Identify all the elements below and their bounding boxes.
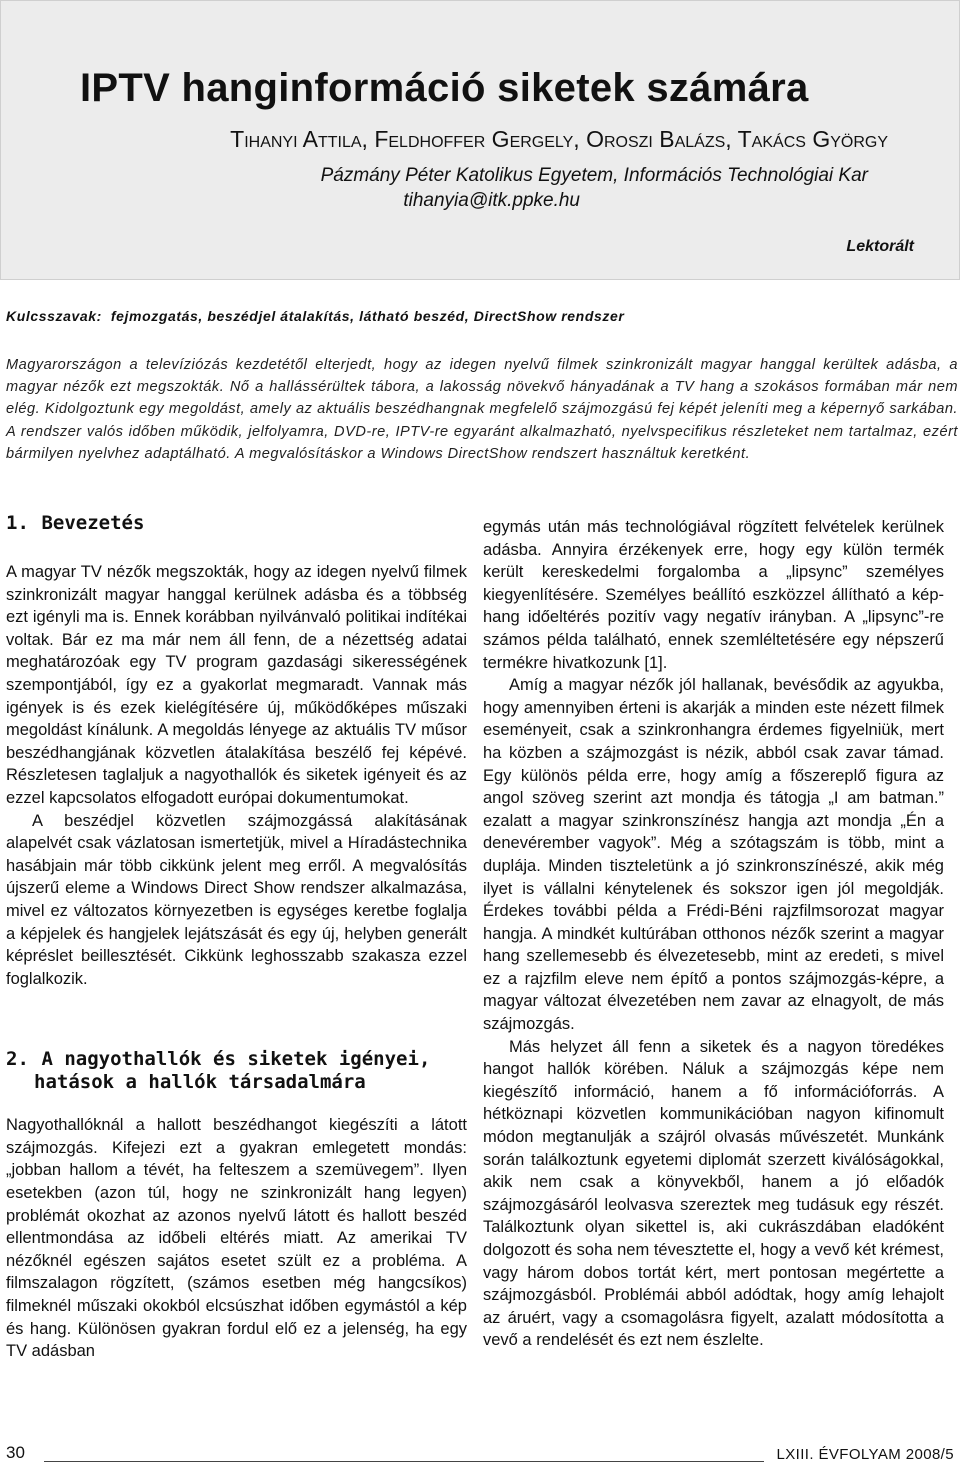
right-paragraph-1: egymás után más technológiával rögzített felvételek kerülnek adásba. Annyira érzékenyek erre, hogy egy külön termék került kereskedelmi forgalomba a „lipsync” személyes kiegyenlítésére. Személyes beállító eszközzel állítható a kép-hang időeltérés pozitív vagy negatív irányban. A „lipsync”-re számos példa található, ennek szemléltetésére egy népszerű termékre hivatkozunk [1]. — [483, 518, 944, 672]
keywords — [6, 308, 946, 324]
right-paragraph-3: Más helyzet áll fenn a siketek és a nagyon töredékes hangot hallók körében. Náluk a szájmozgás képe nem kiegészítő információ, hanem a fő információforrás. A hétköznapi közvetlen kommunikációban nagyon kifinomult módon megtanulják a szájról olvasás művészetét. Munkánk során találkoztunk egyetemi diplomát szerzett kiválóságokkal, akik nem csak a könyvekből, hanem a jó előadók szájmozgásáról leolvasva szereztek meg tudásuk egy részét. Találkoztunk olyan sikettel is, aki cukrászdában eladóként dolgozott és soha nem tévesztette el, hogy a vevő két krémest, vagy három dobos tortát kért, mert pontosan megértette a szájmozgásból. Problémái abból adódtak, hogy amíg lehajolt az áruért, vagy a csomagolásra figyelt, azalatt módosította a vevő a rendelését és ezt nem észlelte. — [483, 1037, 944, 1350]
right-column — [483, 516, 944, 1352]
section-1-title: Bevezetés — [41, 512, 145, 534]
section-1-heading — [6, 512, 467, 535]
reviewed-label: Lektorált — [846, 238, 914, 255]
authors: Tihanyi Attila, Feldhoffer Gergely, Oroszi Balázs, Takács György — [230, 126, 888, 152]
section-2-title-line1: A nagyothallók és siketek igényei, — [41, 1048, 431, 1071]
email[interactable]: tihanyia@itk.ppke.hu — [403, 190, 580, 211]
section-2-title-line2: hatások a hallók társadalmára — [34, 1071, 366, 1094]
section-1-paragraph-2: A beszédjel közvetlen szájmozgássá alakításának alapelvét csak vázlatosan ismertetjük, mivel a Híradástechnika hasábjain már több cikkünk jelent meg erről. A megvalósítás újszerű eleme a Windows Direct Show rendszer alkalmazása, mivel ez változatos környezetben is egységes keretbe foglalja a képjelek és hangjelek lejátszását és egy új, helyben generált képréslet beillesztését. Cikkünk leghosszabb szakasza ezzel foglalkozik. — [6, 811, 467, 988]
right-paragraph-2: Amíg a magyar nézők jól hallanak, bevésődik az agyukba, hogy amennyiben érteni is akarják a minden este nézett filmek eseményeit, csak a szinkronhangra érdemes figyelniük, mert ha közben a szájmozgást is nézik, abból csak zavar támad. Egy különös példa erre, hogy amíg a főszereplő figura az angol szöveg szerint azt mondja és tátogja „I am batman.” ezalatt a magyar szinkronszínész hangja azt mondja „Én a denevérember vagyok”. Még a szótagszám is több, mint a duplája. Minden tiszteletünk a jó szinkronszínészé, akik még ilyet is vállalni kénytelenek és sokszor igen jól megoldják. Érdekes további példa a Frédi-Béni rajzfilmsorozat magyar hangja. A mindkét kultúrában otthonos nézők szerint a magyar hang szellemesebb és élvezetesebb, mint az eredeti, s mivel ez a rajzfilm eleve nem építő a pontos szájmozgás-képre, a magyar változat élvezetében nem zavar az elnagyolt, de más szájmozgás. — [483, 676, 944, 1034]
affiliation: Pázmány Péter Katolikus Egyetem, Információs Technológiai Kar — [320, 165, 868, 186]
article-title: IPTV hanginformáció siketek számára — [80, 66, 809, 110]
keywords-label: Kulcsszavak: — [6, 308, 102, 324]
journal-issue: LXIII. ÉVFOLYAM 2008/5 — [776, 1446, 954, 1463]
abstract: Magyarországon a televíziózás kezdetétől elterjedt, hogy az idegen nyelvű filmek szinkronizált magyar hanggal kerültek adásba, a magyar nézők ezt megszokták. Nő a hallássérültek tábora, a lakosság növekvő hányadának a TV hang a szokásos formában már nem elég. Kidolgoztunk egy megoldást, amely az aktuális beszédhangnak megfelelő szájmozgású fej képét jeleníti meg a képernyő sarkában. A rendszer valós időben működik, jelfolyamra, DVD-re, IPTV-re egyaránt alkalmazható, nyelvspecifikus részleteket nem tartalmaz, ezért bármilyen nyelvhez adaptálható. A megvalósításkor a Windows DirectShow rendszert használtuk keretként. — [6, 357, 958, 462]
keywords-values: fejmozgatás, beszédjel átalakítás, látható beszéd, DirectShow rendszer — [110, 308, 625, 324]
section-2-number: 2. — [6, 1048, 29, 1071]
footer-rule — [44, 1461, 764, 1462]
section-2-paragraph-1: Nagyothallóknál a hallott beszédhangot kiegészíti a látott szájmozgás. Kifejezi ezt a gyakran emlegetett mondás: „jobban hallom a tévét, ha felteszem a szemüvegem”. Ilyen esetekben (azon túl, hogy ne szinkronizált hang legyen) problémát okozhat az azonos nyelvű látott és hallott beszéd ellentmondása az időbeli eltérés miatt. Az amerikai TV nézőknél egészen sajátos esetet szült ez a probléma. A filmszalagon rögzített, (számos esetben még hangcsíkos) filmeknél műszaki okokból elcsúszhat időben egymástól a kép és hang. Különösen gyakran fordul elő ez a jelenség, ha egy TV adásban — [6, 1116, 467, 1361]
left-column — [6, 510, 467, 1363]
section-1-number: 1. — [6, 512, 29, 534]
page-number: 30 — [6, 1443, 25, 1462]
section-2-heading — [6, 1048, 467, 1094]
section-1-paragraph-1: A magyar TV nézők megszokták, hogy az idegen nyelvű filmek szinkronizált magyar hanggal kerülnek adásba és a többség ezt igényli ma is. Ennek korábban nyilvánvaló politikai indítékai voltak. Bár ez ma már nem áll fenn, de a nézettség adatai meghatározóak egy TV program gazdasági sikerességének szempontjából, így ez a gyakorlat megmaradt. Vannak más igények is és ezek kielégítésére új, működőképes műszaki megoldást kínálunk. A megoldás lényege az aktuális TV műsor beszédhangjának közvetlen átalakítása beszélő fej képévé. Részletesen taglaljuk a nagyothallók és siketek igényeit és az ezzel kapcsolatos elfogadott európai dokumentumokat. — [6, 563, 467, 807]
